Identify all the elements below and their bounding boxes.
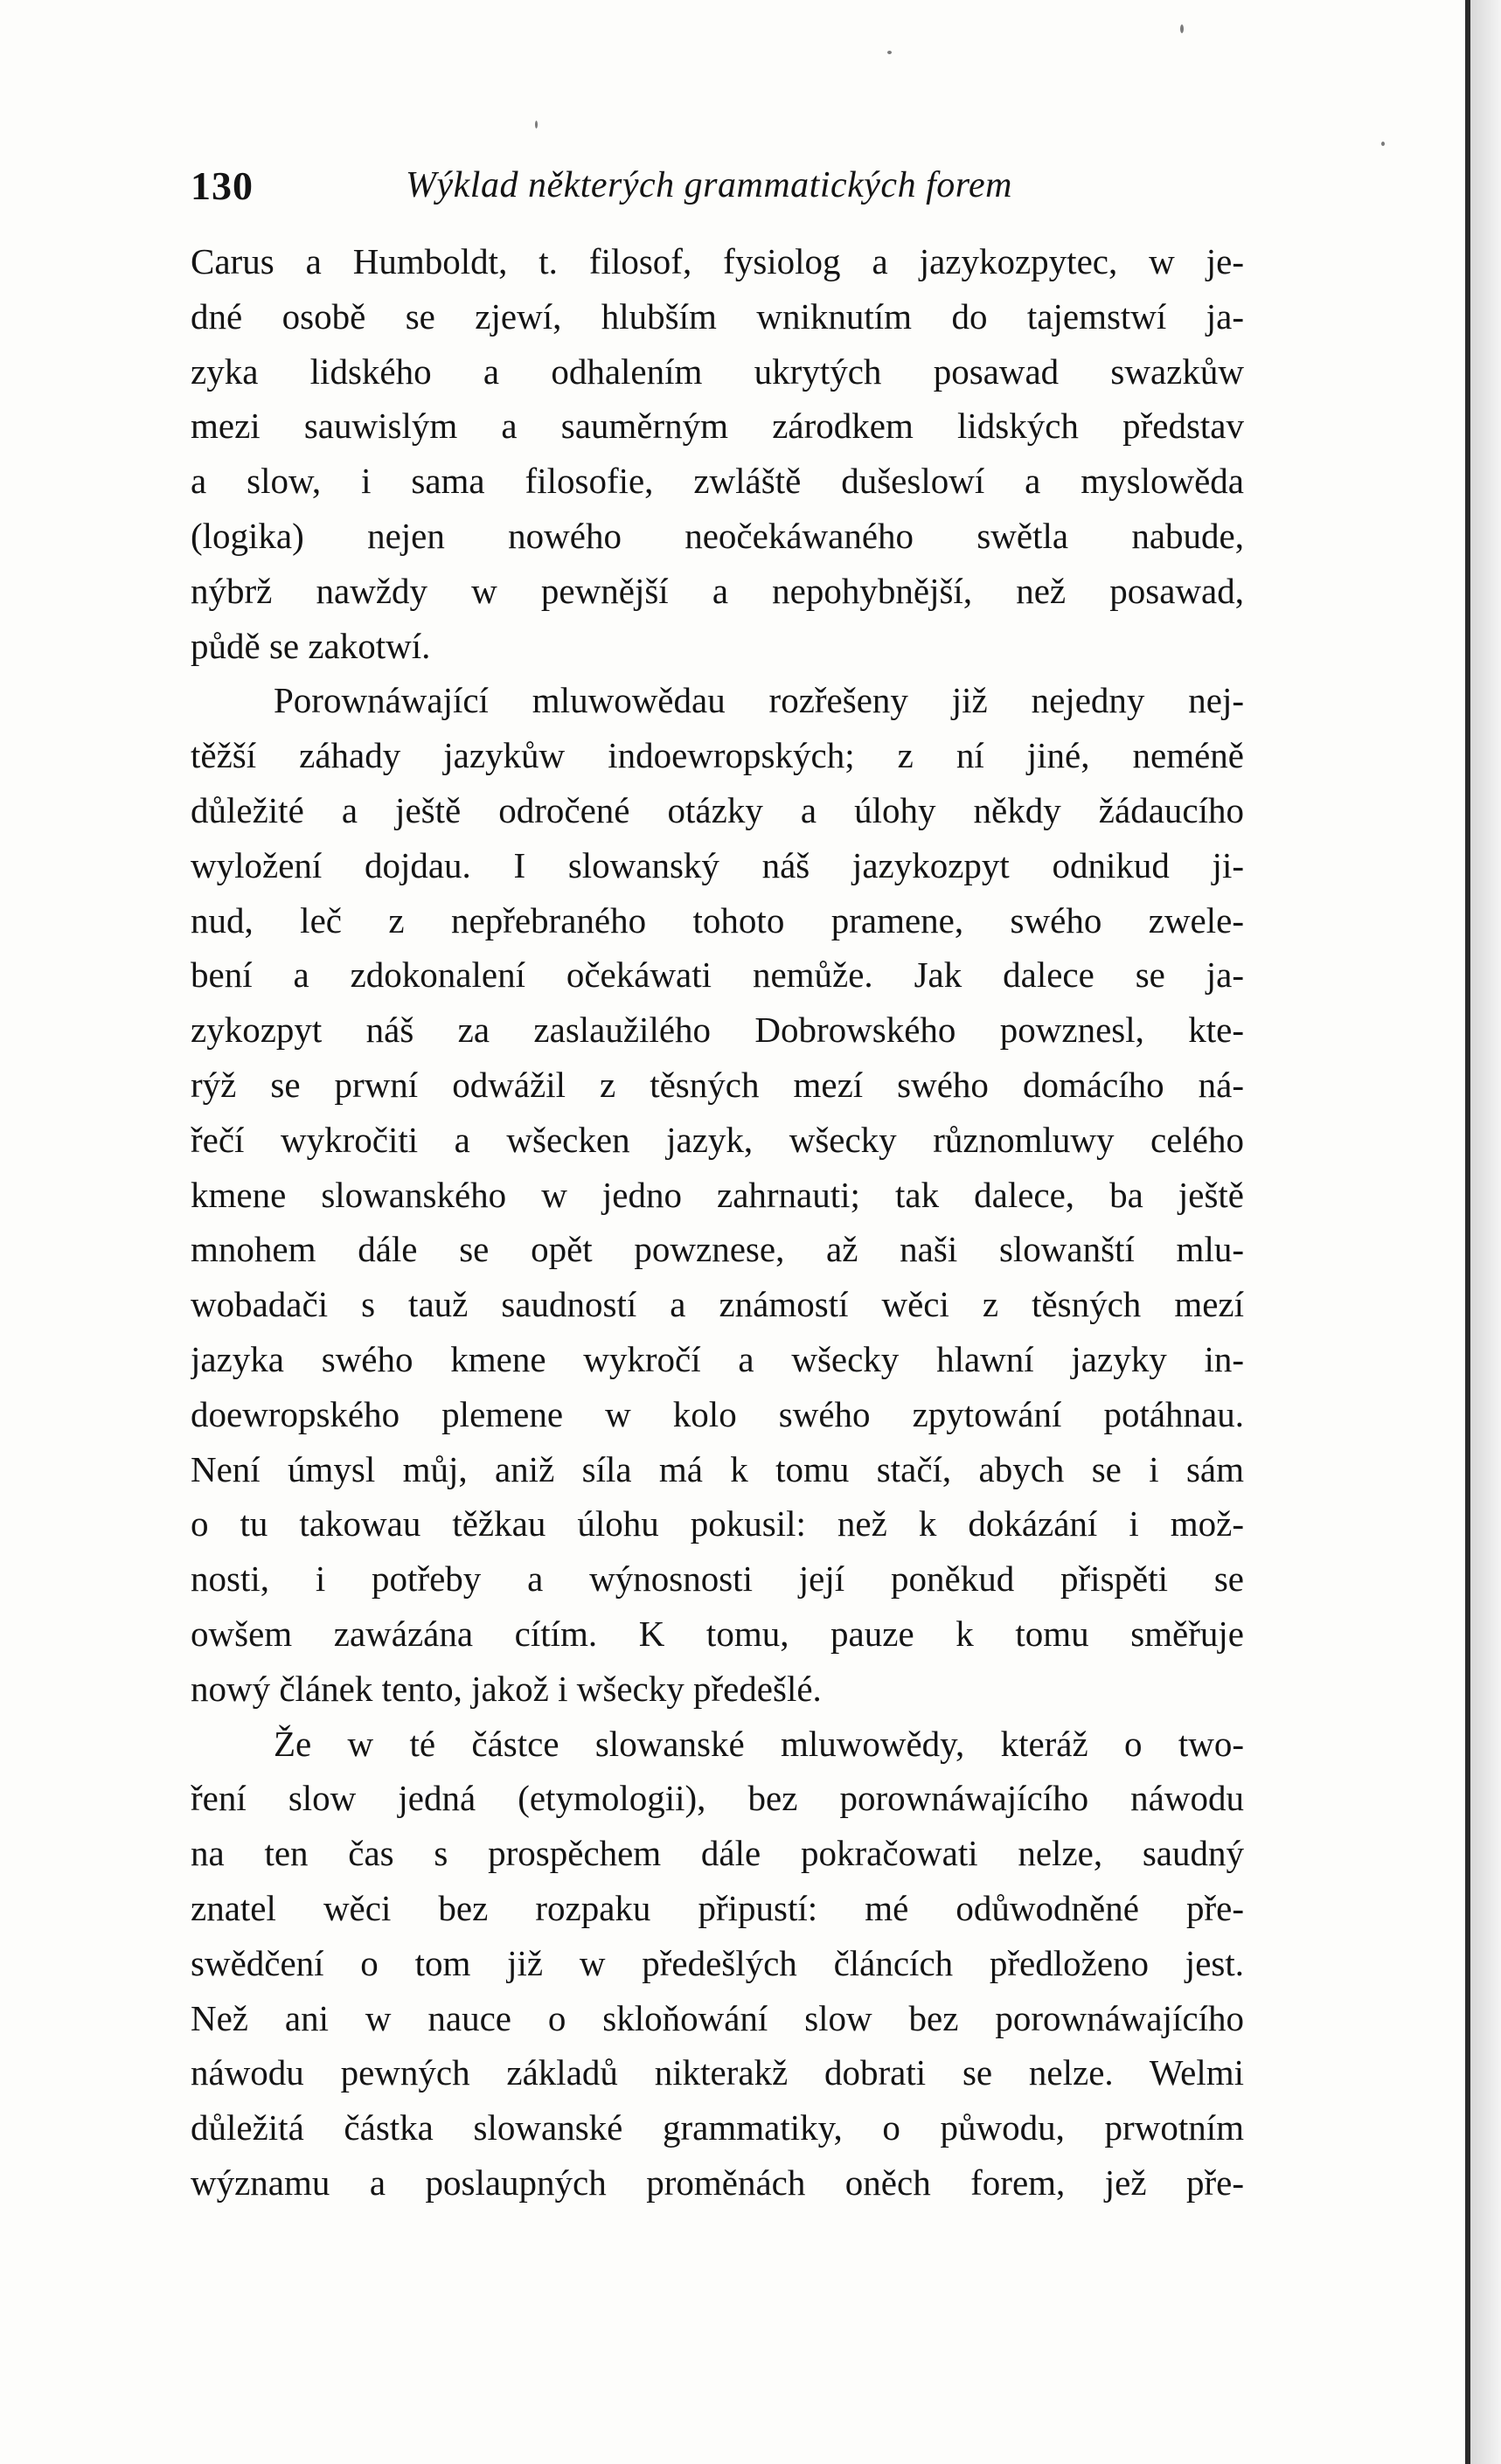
text-line: na ten čas s prospěchem dále pokračowati nelze, saudný: [191, 1833, 1244, 1874]
text-line: wyložení dojdau. I slowanský náš jazykozpyt odnikud ji-: [191, 844, 1244, 885]
scan-speck: [1180, 24, 1184, 33]
text-line: řečí wykročiti a wšecken jazyk, wšecky různomluwy celého: [191, 1119, 1244, 1160]
text-line: Porownáwající mluwowědau rozřešeny již nejedny nej-: [274, 680, 1244, 721]
text-line: důležitá částka slowanské grammatiky, o půwodu, prwotním: [191, 2107, 1244, 2148]
scan-speck: [535, 121, 538, 128]
body-text: [191, 234, 1244, 2211]
text-line: zyka lidského a odhalením ukrytých posawad swazkůw: [191, 351, 1244, 392]
scan-speck: [887, 51, 892, 54]
running-title: Wýklad některých grammatických forem: [406, 165, 1012, 205]
text-line: bení a zdokonalení očekáwati nemůže. Jak dalece se ja-: [191, 954, 1244, 996]
text-line: těžší záhady jazykůw indoewropských; z ní jiné, neméně: [191, 735, 1244, 776]
text-line: ření slow jedná (etymologii), bez porownáwajícího náwodu: [191, 1778, 1244, 1819]
text-line: zykozpyt náš za zaslaužilého Dobrowského powznesl, kte-: [191, 1010, 1244, 1051]
text-line: dné osobě se zjewí, hlubším wniknutím do tajemstwí ja-: [191, 295, 1244, 337]
page-header: [191, 163, 1240, 215]
text-line: swědčení o tom již w předešlých článcích předloženo jest.: [191, 1942, 1244, 1983]
text-line: kmene slowanského w jedno zahrnauti; tak dalece, ba ještě: [191, 1174, 1244, 1215]
text-line: wýznamu a poslaupných proměnách oněch forem, jež pře-: [191, 2162, 1244, 2203]
text-line: rýž se prwní odwážil z těsných mezí swého domácího ná-: [191, 1064, 1244, 1105]
text-line: Carus a Humboldt, t. filosof, fysiolog a jazykozpytec, w je-: [191, 241, 1244, 281]
text-line: a slow, i sama filosofie, zwláště dušeslowí a myslowěda: [191, 461, 1244, 502]
scan-speck: [1381, 142, 1385, 146]
text-line: jazyka swého kmene wykročí a wšecky hlawní jazyky in-: [191, 1338, 1244, 1379]
text-line: nosti, i potřeby a wýnosnosti její poněkud přispěti se: [191, 1558, 1244, 1600]
text-line: nowý článek tento, jakož i wšecky předešlé.: [191, 1668, 822, 1709]
text-line: doewropského plemene w kolo swého zpytowání potáhnau.: [191, 1393, 1244, 1434]
text-line: nud, leč z nepřebraného tohoto pramene, swého zwele-: [191, 899, 1244, 940]
text-line: Že w té částce slowanské mluwowědy, kteráž o two-: [274, 1723, 1244, 1764]
page-number: 130: [191, 163, 254, 208]
text-line: wobadači s tauž saudností a známostí wěci z těsných mezí: [191, 1284, 1244, 1325]
text-line: mezi sauwislým a sauměrným zárodkem lidských představ: [191, 406, 1244, 447]
text-line: o tu takowau těžkau úlohu pokusil: než k dokázání i mož-: [191, 1503, 1244, 1544]
text-line: důležité a ještě odročené otázky a úlohy někdy žádaucího: [191, 789, 1244, 830]
text-line: půdě se zakotwí.: [191, 625, 431, 666]
text-line: Není úmysl můj, aniž síla má k tomu stačí, abych se i sám: [191, 1448, 1244, 1489]
text-line: znatel wěci bez rozpaku připustí: mé odůwodněné pře-: [191, 1887, 1244, 1928]
text-line: Než ani w nauce o skloňowání slow bez porownáwajícího: [191, 1997, 1244, 2038]
text-line: náwodu pewných základů nikterakž dobrati se nelze. Welmi: [191, 2052, 1244, 2093]
page-edge-shadow: [1470, 0, 1501, 2464]
text-line: (logika) nejen nowého neočekáwaného swětla nabude,: [191, 515, 1244, 556]
text-line: mnohem dále se opět powznese, až naši slowanští mlu-: [191, 1229, 1244, 1270]
text-line: nýbrž nawždy w pewnější a nepohybnější, než posawad,: [191, 570, 1244, 611]
text-line: owšem zawázána cítím. K tomu, pauze k tomu směřuje: [191, 1613, 1244, 1654]
